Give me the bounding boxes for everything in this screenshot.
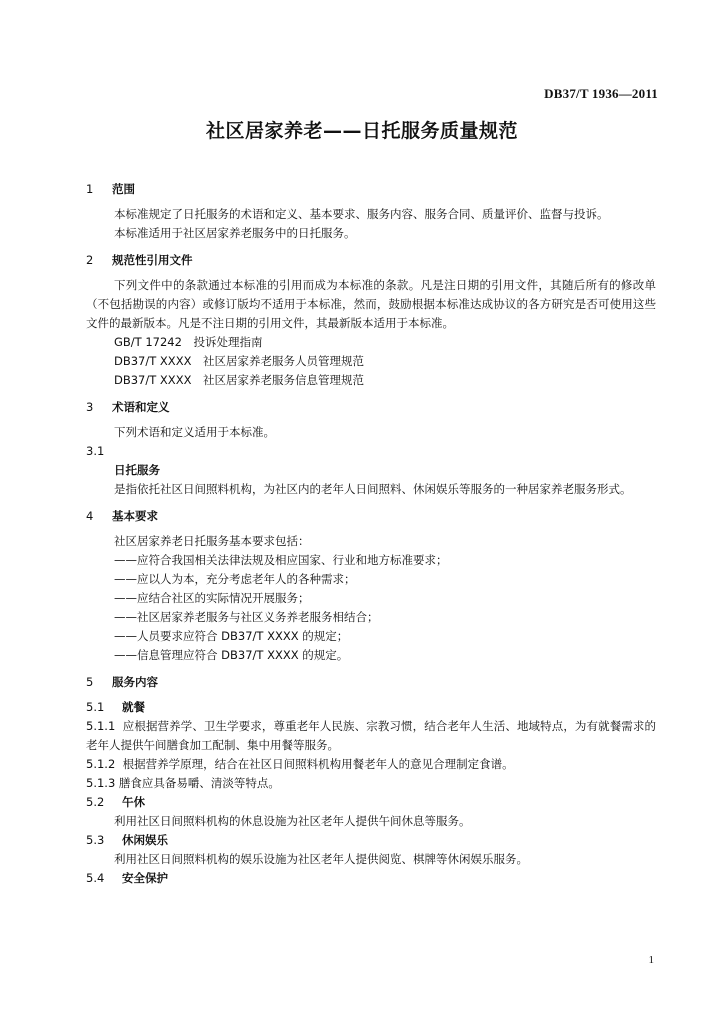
subsection-5-4-heading: 5.4 安全保护 [86, 871, 169, 885]
subsection-5-3-text: 利用社区日间照料机构的娱乐设施为社区老年人提供阅览、棋牌等休闲娱乐服务。 [114, 852, 528, 866]
term-name: 日托服务 [114, 463, 160, 477]
reference-item: DB37/T XXXX 社区居家养老服务人员管理规范 [114, 354, 364, 368]
reference-item: GB/T 17242 投诉处理指南 [114, 335, 263, 349]
section-3-heading: 3 术语和定义 [86, 400, 170, 414]
clause-5-1-1: 5.1.1 应根据营养学、卫生学要求，尊重老年人民族、宗教习惯，结合老年人生活、地域特点，为有就餐需求的老年人提供午间膳食加工配制、集中用餐等服务。 [86, 719, 656, 752]
section-4-intro: 社区居家养老日托服务基本要求包括： [114, 534, 310, 548]
reference-item: DB37/T XXXX 社区居家养老服务信息管理规范 [114, 373, 364, 387]
requirement-item: ——应结合社区的实际情况开展服务； [114, 591, 310, 605]
section-2-heading: 2 规范性引用文件 [86, 253, 193, 267]
requirement-item: ——人员要求应符合 DB37/T XXXX 的规定； [114, 629, 349, 643]
subsection-5-3-heading: 5.3 休闲娱乐 [86, 833, 169, 847]
requirement-item: ——社区居家养老服务与社区义务养老服务相结合； [114, 610, 379, 624]
section-5-heading: 5 服务内容 [86, 675, 159, 689]
clause-5-1-2: 5.1.2 根据营养学原理，结合在社区日间照料机构用餐老年人的意见合理制定食谱。 [86, 757, 514, 771]
subsection-5-2-text: 利用社区日间照料机构的休息设施为社区老年人提供午间休息等服务。 [114, 814, 471, 828]
section-4-heading: 4 基本要求 [86, 509, 159, 523]
term-number: 3.1 [86, 444, 105, 458]
section-1-paragraph: 本标准适用于社区居家养老服务中的日托服务。 [114, 226, 356, 240]
document-body [86, 180, 656, 888]
standard-code: DB37/T 1936—2011 [544, 86, 658, 101]
section-2-paragraph: 下列文件中的条款通过本标准的引用而成为本标准的条款。凡是注日期的引用文件，其随后所有的修改单（不包括勘误的内容）或修订版均不适用于本标准，然而，鼓励根据本标准达成协议的各方研究是否可使用这些文件的最新版本。凡是不注日期的引用文件，其最新版本适用于本标准。 [86, 278, 656, 330]
section-1-paragraph: 本标准规定了日托服务的术语和定义、基本要求、服务内容、服务合同、质量评价、监督与投诉。 [114, 207, 609, 221]
term-definition: 是指依托社区日间照料机构，为社区内的老年人日间照料、休闲娱乐等服务的一种居家养老服务形式。 [114, 482, 632, 496]
requirement-item: ——信息管理应符合 DB37/T XXXX 的规定。 [114, 648, 349, 662]
document-title: 社区居家养老——日托服务质量规范 [205, 120, 518, 142]
section-1-heading: 1 范围 [86, 182, 136, 196]
requirement-item: ——应以人为本，充分考虑老年人的各种需求； [114, 572, 356, 586]
requirement-item: ——应符合我国相关法律法规及相应国家、行业和地方标准要求； [114, 553, 448, 567]
section-3-paragraph: 下列术语和定义适用于本标准。 [114, 425, 275, 439]
clause-5-1-3: 5.1.3 膳食应具备易嚼、清淡等特点。 [86, 776, 280, 790]
subsection-5-1-heading: 5.1 就餐 [86, 700, 146, 714]
page-number: 1 [648, 954, 654, 966]
subsection-5-2-heading: 5.2 午休 [86, 795, 146, 809]
